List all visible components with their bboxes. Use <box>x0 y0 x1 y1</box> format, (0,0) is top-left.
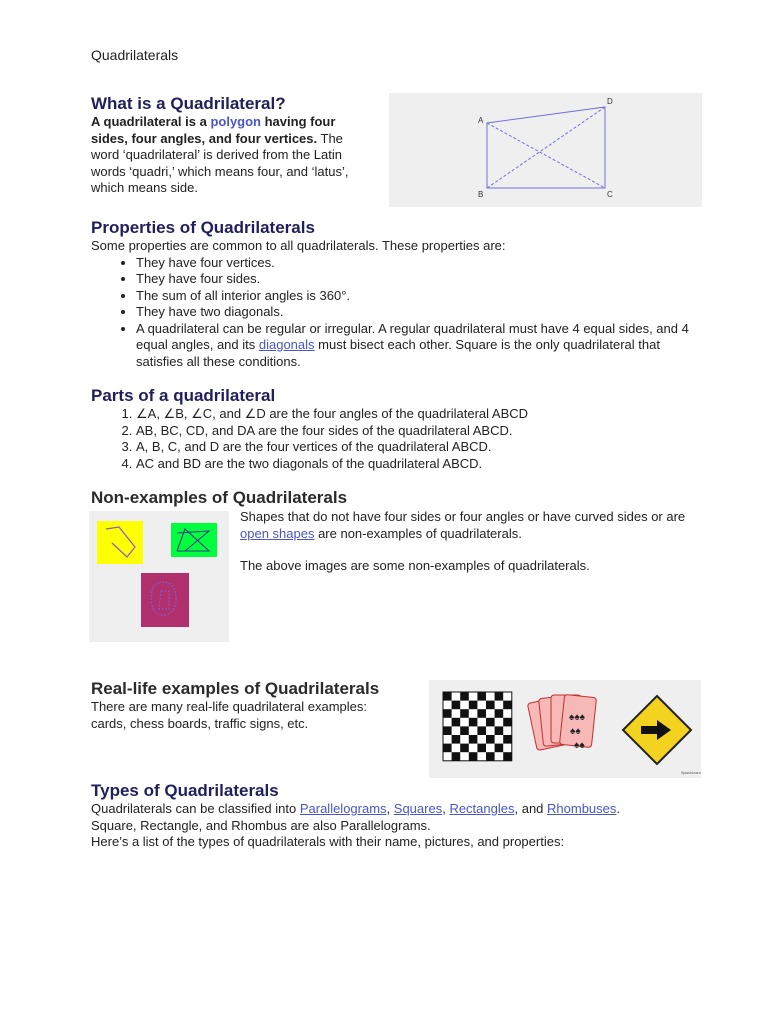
chessboard-square <box>495 726 504 735</box>
watermark-label: SplashLearn <box>681 771 701 775</box>
vertex-a-label: A <box>478 116 484 125</box>
section-what <box>91 94 371 197</box>
quadrilateral-abcd-figure <box>389 93 702 207</box>
rhombuses-link[interactable]: Rhombuses <box>547 801 617 816</box>
polygon-link[interactable]: polygon <box>210 114 261 129</box>
squares-link[interactable]: Squares <box>393 801 443 816</box>
section-properties <box>91 218 691 370</box>
types-sep-1: , <box>386 801 394 816</box>
regular-text-b: must bisect each other. Square is the only quadrilateral that satisfies all these conditions. <box>136 337 660 369</box>
reallife-paragraph: There are many real-life quadrilateral examples: cards, chess boards, traffic signs, etc. <box>91 699 368 731</box>
parallelograms-link[interactable]: Parallelograms <box>299 801 387 816</box>
chessboard-square <box>503 718 512 727</box>
diagonal-bd <box>487 107 605 188</box>
section-what-heading: What is a Quadrilateral? <box>91 94 286 113</box>
chessboard-square <box>460 709 469 718</box>
reallife-diagram <box>429 680 701 778</box>
chessboard-square <box>443 709 452 718</box>
chessboard-square <box>486 735 495 744</box>
chessboard-square <box>460 744 469 753</box>
nonexamples-text-a: Shapes that do not have four sides or four angles or have curved sides or are <box>240 509 686 524</box>
chessboard-square <box>452 701 461 710</box>
traffic-sign-image <box>623 696 691 764</box>
open-shapes-link[interactable]: open shapes <box>240 525 315 541</box>
list-item: 1. ∠A, ∠B, ∠C, and ∠D are the four angles of the quadrilateral ABCD <box>136 406 691 423</box>
section-properties-heading: Properties of Quadrilaterals <box>91 218 315 237</box>
types-paragraph <box>91 801 711 818</box>
chessboard-square <box>452 735 461 744</box>
svg-text:♠♠♠: ♠♠♠ <box>569 712 585 723</box>
chessboard-square <box>495 709 504 718</box>
quadrilateral-abcd-diagram <box>389 93 702 207</box>
nonexamples-figure <box>89 511 229 642</box>
parts-list <box>91 406 691 472</box>
list-item: 2. AB, BC, CD, and DA are the four sides of the quadrilateral ABCD. <box>136 423 691 440</box>
definition-bold-b: having four sides, four angles, and four vertices. <box>91 114 336 146</box>
section-types-heading: Types of Quadrilaterals <box>91 781 279 800</box>
chessboard-square <box>503 701 512 710</box>
section-what-paragraph <box>91 114 371 197</box>
types-sep-2: , <box>442 801 450 816</box>
chessboard-square <box>477 744 486 753</box>
list-item: • They have four sides. <box>136 271 691 288</box>
chessboard-square <box>477 709 486 718</box>
chessboard-square <box>452 718 461 727</box>
chessboard-square <box>477 726 486 735</box>
chessboard-square <box>469 752 478 761</box>
nonexamples-diagram <box>89 511 229 642</box>
chessboard-square <box>495 692 504 701</box>
chessboard-square <box>460 692 469 701</box>
definition-bold-a: A quadrilateral is a <box>91 114 211 129</box>
section-parts-heading: Parts of a quadrilateral <box>91 386 276 405</box>
section-reallife <box>91 679 411 732</box>
list-item: • The sum of all interior angles is 360°. <box>136 288 691 305</box>
document-title: Quadrilaterals <box>91 47 179 63</box>
section-nonexamples-heading: Non-examples of Quadrilaterals <box>91 488 348 507</box>
chessboard-square <box>469 735 478 744</box>
chessboard-square <box>443 692 452 701</box>
nonexamples-text <box>240 509 690 575</box>
section-parts <box>91 386 691 472</box>
chessboard-square <box>469 718 478 727</box>
reallife-figure <box>429 680 701 778</box>
section-types <box>91 781 711 851</box>
chessboard-square <box>477 692 486 701</box>
list-item <box>136 321 691 371</box>
diagonal-ac <box>487 123 605 188</box>
chessboard-square <box>452 752 461 761</box>
nonexamples-text-b: are non-examples of quadrilaterals. <box>314 525 522 541</box>
chessboard-square <box>486 701 495 710</box>
types-sep-3: , and <box>514 801 548 816</box>
chessboard-image <box>443 692 512 761</box>
magenta-tile <box>141 573 189 627</box>
section-reallife-heading: Real-life examples of Quadrilaterals <box>91 679 380 698</box>
list-item: 4. AC and BD are the two diagonals of the quadrilateral ABCD. <box>136 456 691 473</box>
list-item: • They have two diagonals. <box>136 304 691 321</box>
chessboard-square <box>443 744 452 753</box>
types-line-2: Square, Rectangle, and Rhombus are also Parallelograms. <box>91 817 431 833</box>
svg-text:♠♠: ♠♠ <box>570 726 581 737</box>
chessboard-square <box>503 752 512 761</box>
chessboard-square <box>503 735 512 744</box>
types-line-3: Here’s a list of the types of quadrilaterals with their name, pictures, and properties: <box>91 834 565 849</box>
types-text-a: Quadrilaterals can be classified into <box>91 801 300 816</box>
nonexamples-paragraph <box>240 509 690 542</box>
playing-cards-image <box>527 694 596 751</box>
green-tile <box>171 523 217 557</box>
properties-intro: Some properties are common to all quadrilaterals. These properties are: <box>91 238 506 253</box>
svg-text:♠♠: ♠♠ <box>574 740 585 751</box>
vertex-c-label: C <box>607 190 613 199</box>
chessboard-square <box>495 744 504 753</box>
list-item: 3. A, B, C, and D are the four vertices of the quadrilateral ABCD. <box>136 439 691 456</box>
properties-list <box>91 255 691 371</box>
definition-text: The word ‘quadrilateral’ is derived from the Latin words ‘quadri,’ which means four, and ‘latus’, which means side. <box>91 130 349 195</box>
chessboard-square <box>469 701 478 710</box>
chessboard-square <box>443 726 452 735</box>
rectangles-link[interactable]: Rectangles <box>449 801 515 816</box>
vertex-b-label: B <box>478 190 484 199</box>
types-text-b: . <box>616 801 621 816</box>
chessboard-square <box>486 752 495 761</box>
chessboard-square <box>460 726 469 735</box>
list-item: • They have four vertices. <box>136 255 691 272</box>
vertex-d-label: D <box>607 97 613 106</box>
chessboard-square <box>486 718 495 727</box>
diagonals-link[interactable]: diagonals <box>258 337 315 352</box>
nonexamples-paragraph-2: The above images are some non-examples of quadrilaterals. <box>240 558 590 573</box>
regular-text-a: A quadrilateral can be regular or irregular. A regular quadrilateral must have 4 equal sides, and 4 equal angles, and its <box>136 320 689 352</box>
